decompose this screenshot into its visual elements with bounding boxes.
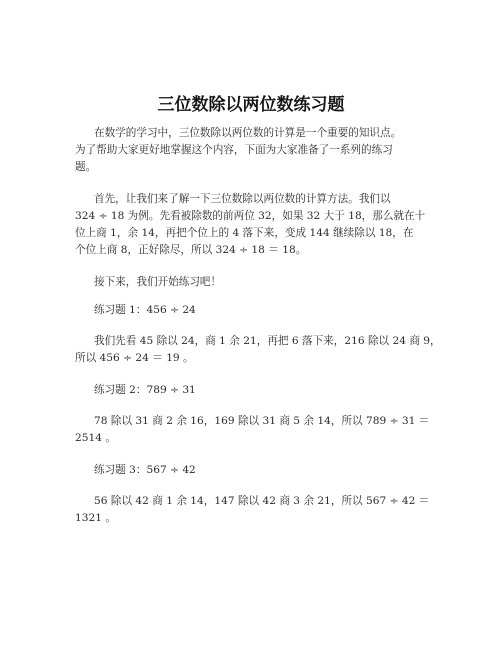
paragraph-line: 在数学的学习中，三位数除以两位数的计算是一个重要的知识点。 xyxy=(94,127,402,139)
page-title: 三位数除以两位数练习题 xyxy=(157,95,345,115)
paragraph-line: 78 除以 31 商 2 余 16，169 除以 31 商 5 余 14，所以 789 ÷ 31 ＝ xyxy=(94,415,430,427)
paragraph-line: 2514 。 xyxy=(75,432,116,444)
exercise-heading: 练习题 2：789 ÷ 31 xyxy=(94,384,196,396)
paragraph-line: 题。 xyxy=(75,161,97,173)
paragraph-line: 324 ÷ 18 为例。先看被除数的前两位 32，如果 32 大于 18，那么就在十 xyxy=(75,210,426,222)
paragraph-line: 所以 456 ÷ 24 ＝ 19 。 xyxy=(75,352,194,364)
paragraph-line: 首先，让我们来了解一下三位数除以两位数的计算方法。我们以 xyxy=(94,193,391,205)
paragraph-line: 我们先看 45 除以 24，商 1 余 21，再把 6 落下来，216 除以 24 商 9， xyxy=(94,335,441,347)
paragraph-line: 个位上商 8，正好除尽，所以 324 ÷ 18 ＝ 18。 xyxy=(75,244,307,256)
paragraph-line: 接下来，我们开始练习吧！ xyxy=(94,276,222,288)
paragraph-line: 56 除以 42 商 1 余 14，147 除以 42 商 3 余 21，所以 567 ÷ 42 ＝ xyxy=(94,495,430,507)
paragraph-line: 1321 。 xyxy=(75,512,116,524)
paragraph-line: 位上商 1，余 14，再把个位上的 4 落下来，变成 144 继续除以 18，在 xyxy=(75,227,414,239)
exercise-heading: 练习题 3：567 ÷ 42 xyxy=(94,464,196,476)
paragraph-line: 为了帮助大家更好地掌握这个内容，下面为大家准备了一系列的练习 xyxy=(75,144,393,156)
exercise-heading: 练习题 1：456 ÷ 24 xyxy=(94,304,196,316)
